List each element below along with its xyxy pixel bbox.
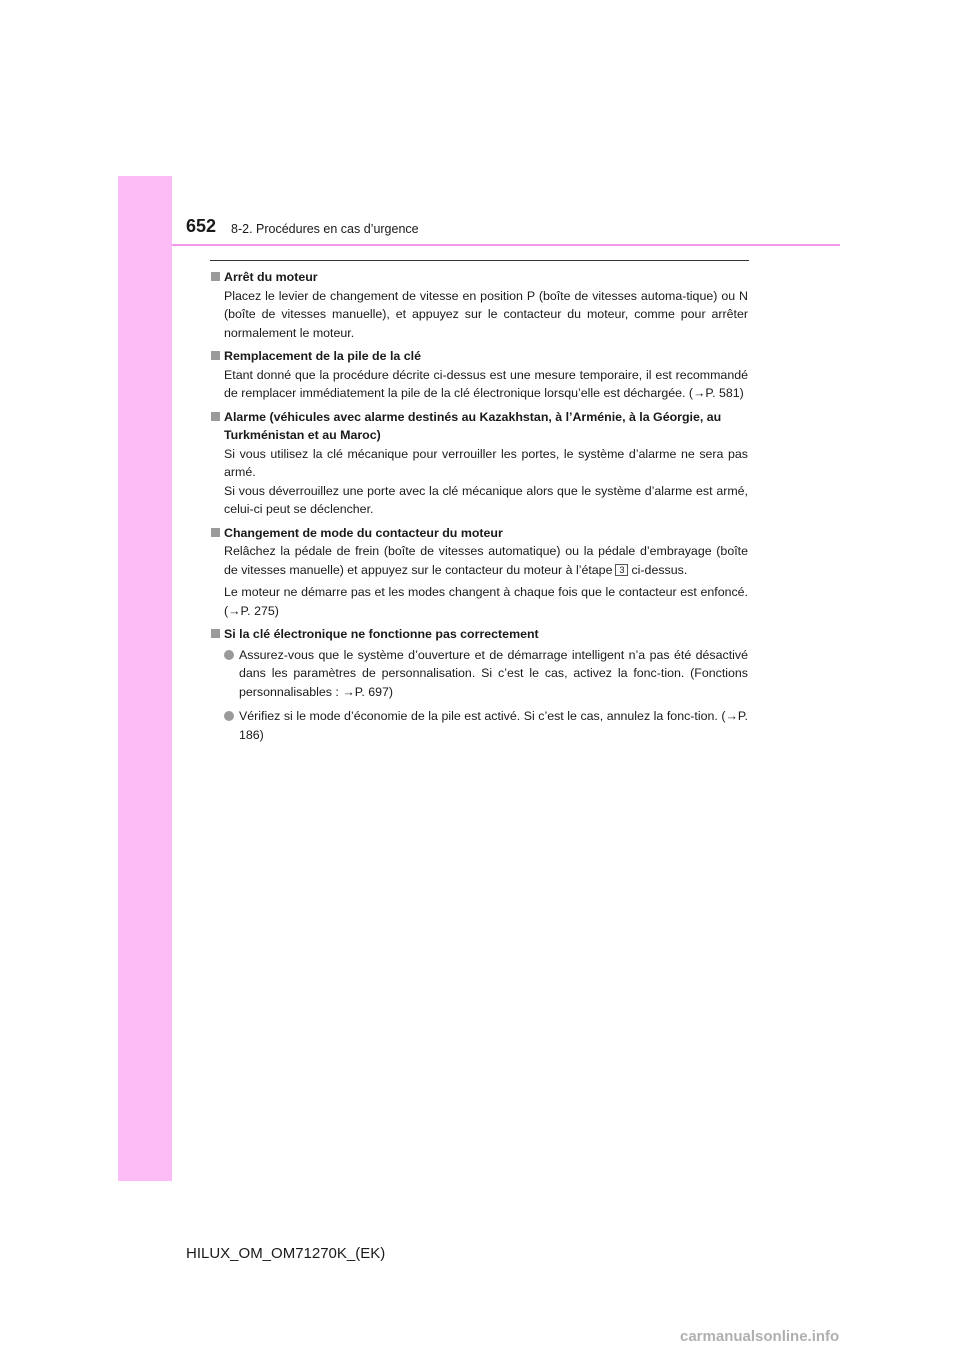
- heading-text: Remplacement de la pile de la clé: [224, 349, 421, 363]
- section-alarm: [210, 408, 748, 519]
- section-engine-switch-mode: [210, 524, 748, 621]
- paragraph: Si vous déverrouillez une porte avec la clé mécanique alors que le système d’alarme est armé, celui-ci peut se déclencher.: [224, 483, 748, 516]
- document-code: HILUX_OM_OM71270K_(EK): [186, 1245, 386, 1262]
- paragraph: Le moteur ne démarre pas et les modes changent à chaque fois que le contacteur est enfoncé. (→P. 275): [224, 585, 748, 618]
- list-item: [210, 707, 748, 744]
- content-divider: [210, 260, 749, 261]
- circle-bullet-icon: [224, 711, 234, 721]
- square-bullet-icon: [211, 272, 220, 281]
- list-item-text: Assurez-vous que le système d’ouverture et de démarrage intelligent n’a pas été désactivé dans les paramètres de personnalisation. Si c’est le cas, activez la fonc-tion. (Fonctions personnalisables : →P. 697): [239, 647, 748, 699]
- paragraph-text: ci-dessus.: [631, 562, 688, 577]
- section-heading: [210, 408, 748, 445]
- watermark: carmanualsonline.info: [680, 1328, 840, 1345]
- section-battery-replacement: [210, 347, 748, 403]
- page-number: 652: [186, 216, 217, 236]
- paragraph: Placez le levier de changement de vitesse en position P (boîte de vitesses automa-tique) ou N (boîte de vitesses manuelle), et appuyez sur le contacteur du moteur, comme pour arrêter normalement le moteur.: [224, 288, 748, 340]
- list-item: [210, 646, 748, 702]
- page-content: [210, 268, 748, 750]
- heading-text: Alarme (véhicules avec alarme destinés au Kazakhstan, à l’Arménie, à la Géorgie, au Turkménistan et au Maroc): [224, 409, 722, 442]
- list-item-text: Vérifiez si le mode d’économie de la pile est activé. Si c’est le cas, annulez la fonc-tion. (→P. 186): [239, 709, 748, 742]
- paragraph: [210, 542, 748, 579]
- heading-text: Arrêt du moteur: [224, 270, 318, 284]
- paragraph: Si vous utilisez la clé mécanique pour verrouiller les portes, le système d’alarme ne sera pas armé.: [224, 446, 748, 479]
- header-divider: [172, 244, 840, 246]
- square-bullet-icon: [211, 351, 220, 360]
- section-key-malfunction: [210, 625, 748, 744]
- section-heading: [210, 268, 748, 287]
- chapter-sidebar-tab: [118, 176, 172, 1181]
- square-bullet-icon: [211, 528, 220, 537]
- square-bullet-icon: [211, 629, 220, 638]
- step-number-box: 3: [615, 564, 628, 576]
- section-engine-stop: [210, 268, 748, 342]
- paragraph: Etant donné que la procédure décrite ci-dessus est une mesure temporaire, il est recommandé de remplacer immédiatement la pile de la clé électronique lorsqu’elle est déchargée. (→P. 581): [224, 367, 748, 400]
- paragraph-text: Relâchez la pédale de frein (boîte de vitesses automatique) ou la pédale d’embrayage (boîte de vitesses manuelle) et appuyez sur le contacteur du moteur à l’étape: [224, 544, 748, 577]
- circle-bullet-icon: [224, 650, 234, 660]
- heading-text: Si la clé électronique ne fonctionne pas correctement: [224, 627, 539, 641]
- square-bullet-icon: [211, 412, 220, 421]
- section-title: 8-2. Procédures en cas d’urgence: [231, 222, 419, 236]
- section-heading: [210, 524, 748, 543]
- section-heading: [210, 625, 748, 644]
- section-heading: [210, 347, 748, 366]
- heading-text: Changement de mode du contacteur du moteur: [224, 525, 503, 540]
